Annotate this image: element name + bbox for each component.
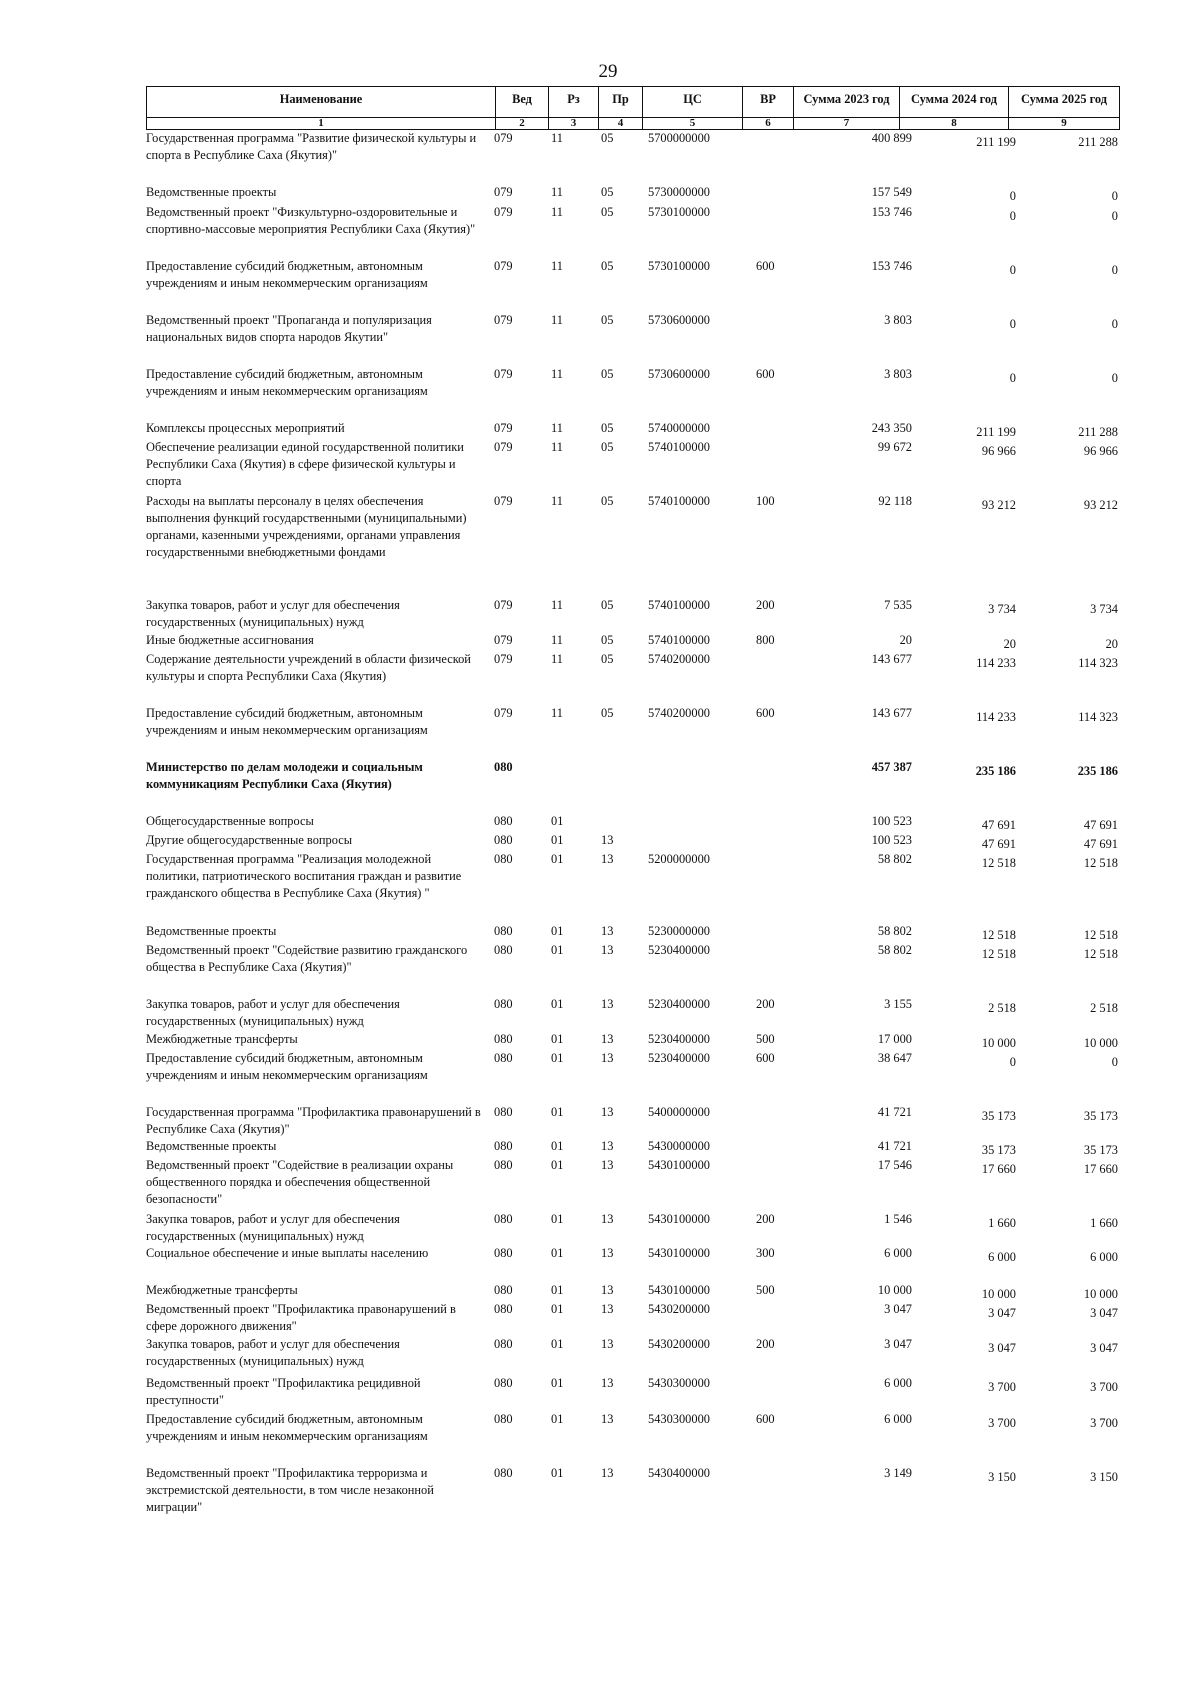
header-s2024: Сумма 2024 год [899, 87, 1008, 117]
row-sum-2025: 0 [1111, 317, 1118, 331]
row-sum-2025: 3 150 [1090, 1470, 1118, 1484]
row-name: Ведомственный проект "Пропаганда и популяризация национальных видов спорта народов Якутии" [146, 313, 432, 344]
row-sum-2023: 17 546 [877, 1158, 912, 1172]
row-rz: 11 [551, 494, 563, 508]
row-vr: 500 [756, 1283, 775, 1297]
row-name: Расходы на выплаты персоналу в целях обеспечения выполнения функций государственными (муниципальными) органами, казенными учреждениями, органами управления государственными внебюджетными фондами [146, 494, 467, 559]
row-sum-2024: 3 047 [988, 1306, 1016, 1320]
row-sum-2025: 3 734 [1090, 602, 1118, 616]
row-name: Предоставление субсидий бюджетным, автономным учреждениям и иным некоммерческим организациям [146, 1412, 428, 1443]
row-rz: 11 [551, 421, 563, 435]
row-sum-2024: 47 691 [981, 818, 1016, 832]
row-sum-2023: 99 672 [877, 440, 912, 454]
row-name: Другие общегосударственные вопросы [146, 833, 353, 847]
row-name: Ведомственный проект "Профилактика рецидивной преступности" [146, 1376, 421, 1407]
header-cs: ЦС [642, 87, 742, 117]
row-ved: 079 [494, 421, 513, 435]
row-rz: 11 [551, 367, 563, 381]
row-rz: 11 [551, 205, 563, 219]
row-ved: 079 [494, 131, 513, 145]
row-rz: 01 [551, 1246, 564, 1260]
row-name: Ведомственный проект "Содействие в реализации охраны общественного порядка и обеспечения общественной безопасности" [146, 1158, 454, 1206]
row-vr: 200 [756, 997, 775, 1011]
row-rz: 01 [551, 997, 564, 1011]
row-vr: 600 [756, 367, 775, 381]
row-vr: 600 [756, 259, 775, 273]
row-cs: 5430200000 [648, 1337, 710, 1351]
header-name: Наименование [279, 92, 363, 106]
row-ved: 080 [494, 997, 513, 1011]
row-sum-2023: 400 899 [871, 131, 912, 145]
table-header [146, 86, 1120, 130]
row-sum-2025: 12 518 [1083, 928, 1118, 942]
row-name: Ведомственный проект "Профилактика терроризма и экстремистской деятельности, в том числе незаконной миграции" [146, 1466, 434, 1514]
row-sum-2023: 157 549 [871, 185, 912, 199]
row-name: Министерство по делам молодежи и социальным коммуникациям Республики Саха (Якутия) [146, 760, 423, 791]
row-pr: 05 [601, 598, 614, 612]
row-sum-2023: 6 000 [884, 1376, 912, 1390]
row-rz: 01 [551, 1466, 564, 1480]
row-sum-2024: 114 233 [976, 656, 1016, 670]
row-sum-2023: 6 000 [884, 1246, 912, 1260]
row-rz: 01 [551, 1032, 564, 1046]
row-pr: 13 [601, 1212, 614, 1226]
row-pr: 05 [601, 652, 614, 666]
row-pr: 13 [601, 943, 614, 957]
row-sum-2023: 58 802 [877, 924, 912, 938]
row-sum-2024: 1 660 [988, 1216, 1016, 1230]
row-pr: 05 [601, 440, 614, 454]
row-pr: 13 [601, 924, 614, 938]
row-ved: 079 [494, 205, 513, 219]
row-rz: 11 [551, 633, 563, 647]
row-pr: 13 [601, 1466, 614, 1480]
row-pr: 05 [601, 205, 614, 219]
row-cs: 5230400000 [648, 943, 710, 957]
row-name: Ведомственные проекты [146, 185, 277, 199]
row-cs: 5430000000 [648, 1139, 710, 1153]
row-name: Общегосударственные вопросы [146, 814, 314, 828]
row-rz: 01 [551, 1337, 564, 1351]
header-pr: Пр [598, 87, 642, 117]
row-pr: 13 [601, 1376, 614, 1390]
row-sum-2025: 3 047 [1090, 1306, 1118, 1320]
row-name: Содержание деятельности учреждений в области физической культуры и спорта Республики Саха (Якутия) [146, 652, 471, 683]
row-ved: 079 [494, 706, 513, 720]
row-ved: 080 [494, 1105, 513, 1119]
row-pr: 13 [601, 833, 614, 847]
row-sum-2024: 0 [1009, 189, 1016, 203]
row-rz: 01 [551, 1139, 564, 1153]
row-rz: 11 [551, 440, 563, 454]
row-ved: 080 [494, 852, 513, 866]
row-rz: 01 [551, 814, 564, 828]
row-sum-2024: 235 186 [975, 764, 1016, 778]
row-ved: 080 [494, 924, 513, 938]
row-name: Межбюджетные трансферты [146, 1032, 298, 1046]
row-sum-2025: 12 518 [1083, 856, 1118, 870]
row-sum-2024: 3 734 [988, 602, 1016, 616]
row-cs: 5730000000 [648, 185, 710, 199]
header-s2023: Сумма 2023 год [793, 87, 899, 117]
row-ved: 080 [494, 1051, 513, 1065]
row-name: Иные бюджетные ассигнования [146, 633, 314, 647]
row-cs: 5740100000 [648, 440, 710, 454]
row-sum-2024: 0 [1009, 371, 1016, 385]
row-sum-2025: 211 288 [1078, 135, 1118, 149]
row-name: Межбюджетные трансферты [146, 1283, 298, 1297]
row-name: Ведомственный проект "Содействие развитию гражданского общества в Республике Саха (Якутия)" [146, 943, 468, 974]
row-name: Социальное обеспечение и иные выплаты населению [146, 1246, 429, 1260]
row-pr: 13 [601, 852, 614, 866]
row-name: Предоставление субсидий бюджетным, автономным учреждениям и иным некоммерческим организациям [146, 706, 428, 737]
row-sum-2024: 12 518 [981, 947, 1016, 961]
row-name: Закупка товаров, работ и услуг для обеспечения государственных (муниципальных) нужд [146, 1337, 400, 1368]
row-ved: 080 [494, 1412, 513, 1426]
row-ved: 080 [494, 1139, 513, 1153]
header-rz: Рз [548, 87, 598, 117]
row-ved: 080 [494, 1302, 513, 1316]
row-vr: 600 [756, 706, 775, 720]
row-sum-2023: 1 546 [884, 1212, 912, 1226]
row-ved: 080 [494, 814, 513, 828]
row-sum-2024: 47 691 [981, 837, 1016, 851]
row-ved: 080 [494, 1032, 513, 1046]
row-vr: 300 [756, 1246, 775, 1260]
row-pr: 13 [601, 1412, 614, 1426]
row-sum-2025: 0 [1111, 263, 1118, 277]
row-sum-2025: 6 000 [1090, 1250, 1118, 1264]
row-sum-2023: 6 000 [884, 1412, 912, 1426]
row-sum-2023: 3 149 [884, 1466, 912, 1480]
row-pr: 13 [601, 1158, 614, 1172]
row-ved: 079 [494, 633, 513, 647]
row-sum-2024: 35 173 [981, 1109, 1016, 1123]
row-sum-2025: 0 [1111, 1055, 1118, 1069]
header-num-3: 3 [548, 117, 598, 129]
row-sum-2023: 41 721 [877, 1105, 912, 1119]
row-rz: 01 [551, 924, 564, 938]
header-num-4: 4 [598, 117, 642, 129]
row-cs: 5430400000 [648, 1466, 710, 1480]
row-rz: 01 [551, 1051, 564, 1065]
row-sum-2025: 211 288 [1078, 425, 1118, 439]
row-name: Ведомственные проекты [146, 924, 277, 938]
row-sum-2023: 92 118 [878, 494, 912, 508]
row-rz: 01 [551, 1105, 564, 1119]
row-sum-2024: 211 199 [976, 135, 1016, 149]
row-sum-2025: 10 000 [1083, 1036, 1118, 1050]
row-vr: 200 [756, 598, 775, 612]
row-cs: 5430100000 [648, 1283, 710, 1297]
row-rz: 01 [551, 1283, 564, 1297]
header-num-5: 5 [642, 117, 742, 129]
row-sum-2023: 7 535 [884, 598, 912, 612]
row-name: Комплексы процессных мероприятий [146, 421, 345, 435]
row-pr: 13 [601, 1139, 614, 1153]
row-cs: 5230400000 [648, 1051, 710, 1065]
row-name: Обеспечение реализации единой государственной политики Республики Саха (Якутия) в сфере физической культуры и спорта [146, 440, 464, 488]
row-ved: 080 [494, 833, 513, 847]
row-vr: 100 [756, 494, 775, 508]
row-sum-2025: 3 047 [1090, 1341, 1118, 1355]
row-cs: 5430100000 [648, 1158, 710, 1172]
row-name: Ведомственный проект "Профилактика правонарушений в сфере дорожного движения" [146, 1302, 456, 1333]
row-pr: 05 [601, 185, 614, 199]
row-sum-2024: 93 212 [981, 498, 1016, 512]
row-sum-2023: 38 647 [877, 1051, 912, 1065]
row-cs: 5400000000 [648, 1105, 710, 1119]
row-sum-2024: 0 [1009, 263, 1016, 277]
row-pr: 05 [601, 313, 614, 327]
row-cs: 5730600000 [648, 313, 710, 327]
row-sum-2025: 0 [1111, 209, 1118, 223]
row-rz: 01 [551, 833, 564, 847]
row-pr: 05 [601, 131, 614, 145]
row-ved: 080 [494, 1158, 513, 1172]
row-sum-2025: 3 700 [1090, 1416, 1118, 1430]
row-sum-2025: 93 212 [1083, 498, 1118, 512]
row-sum-2024: 10 000 [981, 1287, 1016, 1301]
row-sum-2025: 3 700 [1090, 1380, 1118, 1394]
row-sum-2024: 3 700 [988, 1380, 1016, 1394]
row-cs: 5740100000 [648, 633, 710, 647]
row-ved: 079 [494, 598, 513, 612]
row-cs: 5430100000 [648, 1212, 710, 1226]
row-ved: 080 [494, 1246, 513, 1260]
row-sum-2025: 47 691 [1083, 818, 1118, 832]
row-sum-2023: 100 523 [871, 814, 912, 828]
row-pr: 13 [601, 997, 614, 1011]
row-cs: 5230400000 [648, 1032, 710, 1046]
row-sum-2024: 12 518 [981, 856, 1016, 870]
row-ved: 079 [494, 367, 513, 381]
row-cs: 5230000000 [648, 924, 710, 938]
row-vr: 600 [756, 1412, 775, 1426]
row-sum-2024: 2 518 [988, 1001, 1016, 1015]
row-name: Ведомственный проект "Физкультурно-оздоровительные и спортивно-массовые мероприятия Республики Саха (Якутия)" [146, 205, 476, 236]
row-sum-2024: 35 173 [981, 1143, 1016, 1157]
row-sum-2024: 3 047 [988, 1341, 1016, 1355]
row-pr: 13 [601, 1337, 614, 1351]
row-pr: 13 [601, 1105, 614, 1119]
row-sum-2024: 0 [1009, 1055, 1016, 1069]
row-cs: 5740200000 [648, 706, 710, 720]
row-rz: 01 [551, 1212, 564, 1226]
row-name: Государственная программа "Профилактика правонарушений в Республике Саха (Якутия)" [146, 1105, 481, 1136]
row-sum-2025: 1 660 [1090, 1216, 1118, 1230]
row-pr: 13 [601, 1051, 614, 1065]
row-rz: 11 [551, 131, 563, 145]
row-pr: 13 [601, 1246, 614, 1260]
row-sum-2023: 58 802 [877, 943, 912, 957]
row-name: Государственная программа "Реализация молодежной политики, патриотического воспитания граждан и развитие гражданского общества в Республике Саха (Якутия) " [146, 852, 462, 900]
header-vr: ВР [742, 87, 793, 117]
header-s2025: Сумма 2025 год [1008, 87, 1119, 117]
row-sum-2025: 96 966 [1083, 444, 1118, 458]
row-sum-2025: 114 323 [1078, 710, 1118, 724]
row-pr: 05 [601, 633, 614, 647]
row-ved: 080 [494, 1376, 513, 1390]
row-ved: 080 [494, 1212, 513, 1226]
row-rz: 01 [551, 943, 564, 957]
row-sum-2023: 58 802 [877, 852, 912, 866]
row-sum-2025: 35 173 [1083, 1143, 1118, 1157]
row-sum-2023: 3 803 [884, 367, 912, 381]
row-sum-2024: 6 000 [988, 1250, 1016, 1264]
row-pr: 05 [601, 421, 614, 435]
row-ved: 079 [494, 185, 513, 199]
row-cs: 5730100000 [648, 205, 710, 219]
header-num-6: 6 [742, 117, 793, 129]
row-sum-2023: 100 523 [871, 833, 912, 847]
header-ved: Вед [495, 87, 548, 117]
row-sum-2023: 3 155 [884, 997, 912, 1011]
row-sum-2025: 20 [1105, 637, 1118, 651]
row-sum-2023: 3 047 [884, 1302, 912, 1316]
row-sum-2024: 96 966 [981, 444, 1016, 458]
row-cs: 5430100000 [648, 1246, 710, 1260]
row-sum-2023: 243 350 [871, 421, 912, 435]
row-ved: 080 [494, 1466, 513, 1480]
row-rz: 11 [551, 313, 563, 327]
header-num-2: 2 [495, 117, 548, 129]
header-num-7: 7 [793, 117, 899, 129]
row-sum-2023: 41 721 [877, 1139, 912, 1153]
header-num-8: 8 [899, 117, 1008, 129]
row-name: Закупка товаров, работ и услуг для обеспечения государственных (муниципальных) нужд [146, 1212, 400, 1243]
row-pr: 13 [601, 1032, 614, 1046]
row-name: Закупка товаров, работ и услуг для обеспечения государственных (муниципальных) нужд [146, 598, 400, 629]
row-vr: 600 [756, 1051, 775, 1065]
row-ved: 079 [494, 652, 513, 666]
row-cs: 5430300000 [648, 1412, 710, 1426]
row-sum-2024: 12 518 [981, 928, 1016, 942]
row-name: Государственная программа "Развитие физической культуры и спорта в Республике Саха (Якутия)" [146, 131, 477, 162]
row-cs: 5730600000 [648, 367, 710, 381]
row-ved: 079 [494, 259, 513, 273]
header-num-1: 1 [318, 117, 324, 129]
row-rz: 11 [551, 259, 563, 273]
header-num-9: 9 [1008, 117, 1119, 129]
row-sum-2023: 153 746 [871, 205, 912, 219]
row-cs: 5730100000 [648, 259, 710, 273]
row-ved: 079 [494, 494, 513, 508]
row-cs: 5740100000 [648, 494, 710, 508]
row-rz: 11 [551, 706, 563, 720]
row-sum-2025: 35 173 [1083, 1109, 1118, 1123]
row-pr: 05 [601, 367, 614, 381]
row-sum-2024: 20 [1003, 637, 1016, 651]
row-name: Предоставление субсидий бюджетным, автономным учреждениям и иным некоммерческим организациям [146, 367, 428, 398]
row-sum-2024: 0 [1009, 209, 1016, 223]
row-sum-2025: 114 323 [1078, 656, 1118, 670]
row-pr: 05 [601, 706, 614, 720]
row-sum-2025: 235 186 [1077, 764, 1118, 778]
row-sum-2025: 10 000 [1083, 1287, 1118, 1301]
row-pr: 13 [601, 1283, 614, 1297]
row-name: Ведомственные проекты [146, 1139, 277, 1153]
row-rz: 01 [551, 1376, 564, 1390]
row-pr: 05 [601, 494, 614, 508]
row-ved: 080 [494, 1337, 513, 1351]
row-cs: 5740000000 [648, 421, 710, 435]
row-sum-2024: 114 233 [976, 710, 1016, 724]
row-ved: 080 [494, 760, 513, 774]
row-cs: 5230400000 [648, 997, 710, 1011]
row-pr: 13 [601, 1302, 614, 1316]
row-sum-2023: 153 746 [871, 259, 912, 273]
row-sum-2024: 211 199 [976, 425, 1016, 439]
row-pr: 05 [601, 259, 614, 273]
row-sum-2024: 0 [1009, 317, 1016, 331]
row-sum-2023: 17 000 [877, 1032, 912, 1046]
row-ved: 079 [494, 440, 513, 454]
row-sum-2025: 0 [1111, 371, 1118, 385]
row-vr: 200 [756, 1212, 775, 1226]
row-sum-2023: 457 387 [871, 760, 912, 774]
row-name: Предоставление субсидий бюджетным, автономным учреждениям и иным некоммерческим организациям [146, 259, 428, 290]
row-sum-2025: 2 518 [1090, 1001, 1118, 1015]
row-rz: 11 [551, 652, 563, 666]
page-number: 29 [598, 61, 618, 82]
row-sum-2023: 3 803 [884, 313, 912, 327]
row-cs: 5740200000 [648, 652, 710, 666]
row-sum-2024: 3 700 [988, 1416, 1016, 1430]
row-sum-2025: 0 [1111, 189, 1118, 203]
row-vr: 200 [756, 1337, 775, 1351]
row-cs: 5740100000 [648, 598, 710, 612]
row-sum-2025: 17 660 [1083, 1162, 1118, 1176]
row-sum-2023: 143 677 [871, 706, 912, 720]
budget-table [146, 86, 1120, 1514]
row-cs: 5200000000 [648, 852, 710, 866]
row-name: Предоставление субсидий бюджетным, автономным учреждениям и иным некоммерческим организациям [146, 1051, 428, 1082]
row-sum-2024: 3 150 [988, 1470, 1016, 1484]
row-sum-2024: 17 660 [981, 1162, 1016, 1176]
row-cs: 5430300000 [648, 1376, 710, 1390]
row-rz: 01 [551, 1158, 564, 1172]
row-sum-2023: 10 000 [877, 1283, 912, 1297]
row-rz: 01 [551, 852, 564, 866]
row-sum-2023: 20 [899, 633, 912, 647]
row-cs: 5430200000 [648, 1302, 710, 1316]
row-sum-2024: 10 000 [981, 1036, 1016, 1050]
row-ved: 080 [494, 943, 513, 957]
row-rz: 01 [551, 1412, 564, 1426]
row-ved: 079 [494, 313, 513, 327]
row-cs: 5700000000 [648, 131, 710, 145]
row-vr: 800 [756, 633, 775, 647]
row-sum-2023: 3 047 [884, 1337, 912, 1351]
row-ved: 080 [494, 1283, 513, 1297]
row-rz: 11 [551, 185, 563, 199]
row-rz: 11 [551, 598, 563, 612]
row-vr: 500 [756, 1032, 775, 1046]
row-name: Закупка товаров, работ и услуг для обеспечения государственных (муниципальных) нужд [146, 997, 400, 1028]
row-sum-2025: 47 691 [1083, 837, 1118, 851]
row-sum-2025: 12 518 [1083, 947, 1118, 961]
row-sum-2023: 143 677 [871, 652, 912, 666]
row-rz: 01 [551, 1302, 564, 1316]
